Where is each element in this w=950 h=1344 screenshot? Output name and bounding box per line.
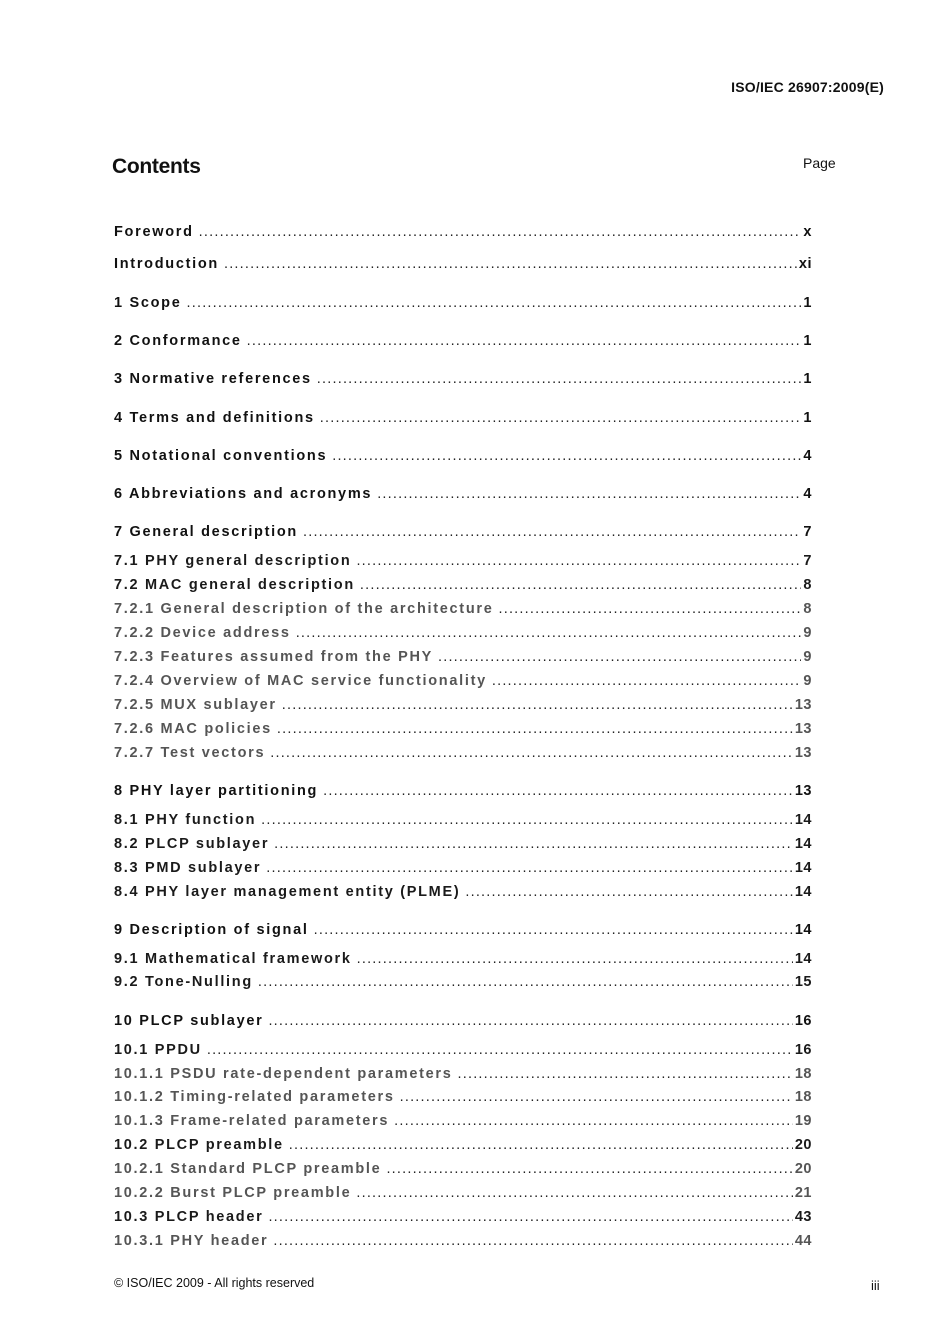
toc-entry-page: 21: [794, 1185, 812, 1201]
toc-dot-leader: [360, 575, 802, 595]
toc-entry-title: 7 General description: [114, 524, 298, 540]
toc-entry-page: 18: [794, 1089, 812, 1105]
toc-entry[interactable]: [114, 331, 812, 351]
toc-dot-leader: [282, 695, 793, 715]
toc-entry-page: 13: [794, 745, 812, 761]
toc-entry-page: 14: [794, 812, 812, 828]
toc-entry[interactable]: [114, 781, 812, 801]
toc-entry-title: 10.1 PPDU: [114, 1042, 202, 1058]
toc-entry[interactable]: [114, 920, 812, 940]
toc-dot-leader: [268, 1207, 792, 1227]
toc-entry[interactable]: [114, 1183, 812, 1203]
toc-entry-page: 16: [794, 1013, 812, 1029]
toc-entry-title: 10.1.1 PSDU rate-dependent parameters: [114, 1066, 453, 1082]
toc-entry-title: 7.2.1 General description of the architecture: [114, 601, 494, 617]
toc-entry-title: 10 PLCP sublayer: [114, 1013, 264, 1029]
toc-entry-page: 20: [794, 1137, 812, 1153]
toc-entry-page: 14: [794, 884, 812, 900]
toc-entry-page: 43: [794, 1209, 812, 1225]
toc-dot-leader: [296, 623, 802, 643]
toc-entry[interactable]: [114, 222, 812, 242]
toc-entry[interactable]: [114, 1111, 812, 1131]
toc-entry[interactable]: [114, 1064, 812, 1084]
toc-dot-leader: [499, 599, 802, 619]
toc-entry[interactable]: [114, 254, 812, 274]
toc-dot-leader: [274, 834, 793, 854]
toc-dot-leader: [247, 331, 802, 351]
toc-dot-leader: [356, 1183, 793, 1203]
toc-entry-page: xi: [798, 256, 812, 272]
toc-entry-title: 7.2.5 MUX sublayer: [114, 697, 277, 713]
toc-entry[interactable]: [114, 719, 812, 739]
toc-dot-leader: [261, 810, 793, 830]
toc-entry-page: 4: [803, 486, 812, 502]
toc-entry-title: Introduction: [114, 256, 219, 272]
toc-entry[interactable]: [114, 810, 812, 830]
toc-entry[interactable]: [114, 972, 812, 992]
toc-entry[interactable]: [114, 1159, 812, 1179]
toc-dot-leader: [187, 293, 802, 313]
toc-entry-title: 8 PHY layer partitioning: [114, 783, 319, 799]
toc-entry-page: 20: [794, 1161, 812, 1177]
toc-entry[interactable]: [114, 446, 812, 466]
toc-entry[interactable]: [114, 484, 812, 504]
toc-entry[interactable]: [114, 858, 812, 878]
toc-entry-page: 13: [794, 697, 812, 713]
toc-dot-leader: [258, 972, 793, 992]
toc-entry-title: 1 Scope: [114, 295, 182, 311]
toc-dot-leader: [323, 781, 793, 801]
toc-entry-page: 9: [803, 625, 812, 641]
toc-entry-title: 7.1 PHY general description: [114, 553, 352, 569]
toc-entry-page: 14: [794, 860, 812, 876]
toc-dot-leader: [320, 408, 802, 428]
toc-entry-page: 15: [794, 974, 812, 990]
toc-entry-title: Foreword: [114, 224, 194, 240]
toc-entry-page: 16: [794, 1042, 812, 1058]
toc-entry-title: 9 Description of signal: [114, 922, 309, 938]
toc-entry-title: 2 Conformance: [114, 333, 242, 349]
toc-dot-leader: [277, 719, 793, 739]
toc-entry-page: 4: [803, 448, 812, 464]
toc-entry[interactable]: [114, 623, 812, 643]
toc-entry-page: 18: [794, 1066, 812, 1082]
toc-entry-title: 8.4 PHY layer management entity (PLME): [114, 884, 461, 900]
toc-entry-title: 8.2 PLCP sublayer: [114, 836, 270, 852]
toc-entry[interactable]: [114, 1231, 812, 1251]
toc-entry-title: 7.2.2 Device address: [114, 625, 291, 641]
toc-entry-page: 7: [803, 524, 812, 540]
toc-entry-title: 8.1 PHY function: [114, 812, 257, 828]
toc-entry[interactable]: [114, 408, 812, 428]
toc-entry[interactable]: [114, 882, 812, 902]
toc-dot-leader: [314, 920, 793, 940]
toc-entry[interactable]: [114, 743, 812, 763]
toc-entry-title: 7.2 MAC general description: [114, 577, 355, 593]
toc-entry[interactable]: [114, 949, 812, 969]
toc-dot-leader: [377, 484, 801, 504]
contents-title: Contents: [112, 155, 201, 178]
toc-entry[interactable]: [114, 1207, 812, 1227]
toc-dot-leader: [394, 1111, 793, 1131]
toc-entry-title: 10.2.2 Burst PLCP preamble: [114, 1185, 352, 1201]
toc-entry-page: 1: [803, 410, 812, 426]
toc-entry-page: 19: [794, 1113, 812, 1129]
toc-entry-page: 7: [803, 553, 812, 569]
toc-dot-leader: [317, 369, 802, 389]
toc-entry-page: 14: [794, 922, 812, 938]
toc-entry[interactable]: [114, 1135, 812, 1155]
toc-dot-leader: [273, 1231, 792, 1251]
toc-entry[interactable]: [114, 834, 812, 854]
toc-entry[interactable]: [114, 1040, 812, 1060]
toc-dot-leader: [492, 671, 802, 691]
toc-entry-title: 7.2.6 MAC policies: [114, 721, 272, 737]
footer-page-number: iii: [871, 1278, 880, 1293]
toc-entry-page: 14: [794, 951, 812, 967]
toc-entry-page: 9: [803, 673, 812, 689]
toc-entry-title: 3 Normative references: [114, 371, 312, 387]
toc-entry-page: 9: [803, 649, 812, 665]
toc-entry[interactable]: [114, 1087, 812, 1107]
toc-dot-leader: [224, 254, 797, 274]
toc-dot-leader: [266, 858, 793, 878]
toc-entry-title: 10.1.3 Frame-related parameters: [114, 1113, 390, 1129]
toc-dot-leader: [207, 1040, 793, 1060]
toc-dot-leader: [356, 551, 801, 571]
toc-entry-title: 7.2.3 Features assumed from the PHY: [114, 649, 433, 665]
toc-entry-page: 13: [794, 721, 812, 737]
document-id: ISO/IEC 26907:2009(E): [731, 79, 884, 95]
footer-copyright: © ISO/IEC 2009 - All rights reserved: [114, 1276, 315, 1290]
toc-dot-leader: [268, 1011, 792, 1031]
toc-entry-page: 13: [794, 783, 812, 799]
toc-dot-leader: [332, 446, 801, 466]
page-column-label: Page: [803, 155, 836, 171]
toc-entry-page: 8: [803, 577, 812, 593]
toc-entry-page: 1: [803, 333, 812, 349]
toc-entry-page: 1: [803, 295, 812, 311]
toc-dot-leader: [465, 882, 792, 902]
toc-entry[interactable]: [114, 695, 812, 715]
toc-entry-title: 10.2.1 Standard PLCP preamble: [114, 1161, 382, 1177]
toc-entry-title: 10.3 PLCP header: [114, 1209, 264, 1225]
toc-entry-title: 7.2.4 Overview of MAC service functionality: [114, 673, 487, 689]
toc-dot-leader: [270, 743, 793, 763]
toc-entry-title: 6 Abbreviations and acronyms: [114, 486, 373, 502]
toc-entry-title: 9.1 Mathematical framework: [114, 951, 352, 967]
toc-entry-page: 14: [794, 836, 812, 852]
toc-dot-leader: [458, 1064, 793, 1084]
toc-entry[interactable]: [114, 599, 812, 619]
toc-entry-page: 1: [803, 371, 812, 387]
toc-entry[interactable]: [114, 575, 812, 595]
toc-entry-page: x: [803, 224, 812, 240]
toc-dot-leader: [289, 1135, 793, 1155]
toc-entry-title: 10.2 PLCP preamble: [114, 1137, 284, 1153]
toc-entry-page: 8: [803, 601, 812, 617]
toc-entry-title: 10.1.2 Timing-related parameters: [114, 1089, 395, 1105]
toc-dot-leader: [400, 1087, 793, 1107]
toc-dot-leader: [386, 1159, 792, 1179]
toc-entry-title: 4 Terms and definitions: [114, 410, 315, 426]
toc-dot-leader: [438, 647, 801, 667]
toc-entry-title: 5 Notational conventions: [114, 448, 328, 464]
toc-dot-leader: [303, 522, 801, 542]
toc-entry[interactable]: [114, 522, 812, 542]
toc-entry-page: 44: [794, 1233, 812, 1249]
toc-dot-leader: [199, 222, 802, 242]
toc-entry[interactable]: [114, 293, 812, 313]
toc-entry[interactable]: [114, 671, 812, 691]
toc-entry[interactable]: [114, 369, 812, 389]
toc-entry-title: 10.3.1 PHY header: [114, 1233, 269, 1249]
toc-entry[interactable]: [114, 647, 812, 667]
toc-entry-title: 8.3 PMD sublayer: [114, 860, 262, 876]
toc-dot-leader: [357, 949, 793, 969]
toc-entry-title: 7.2.7 Test vectors: [114, 745, 266, 761]
toc-entry-title: 9.2 Tone-Nulling: [114, 974, 253, 990]
toc-entry[interactable]: [114, 1011, 812, 1031]
toc-entry[interactable]: [114, 551, 812, 571]
